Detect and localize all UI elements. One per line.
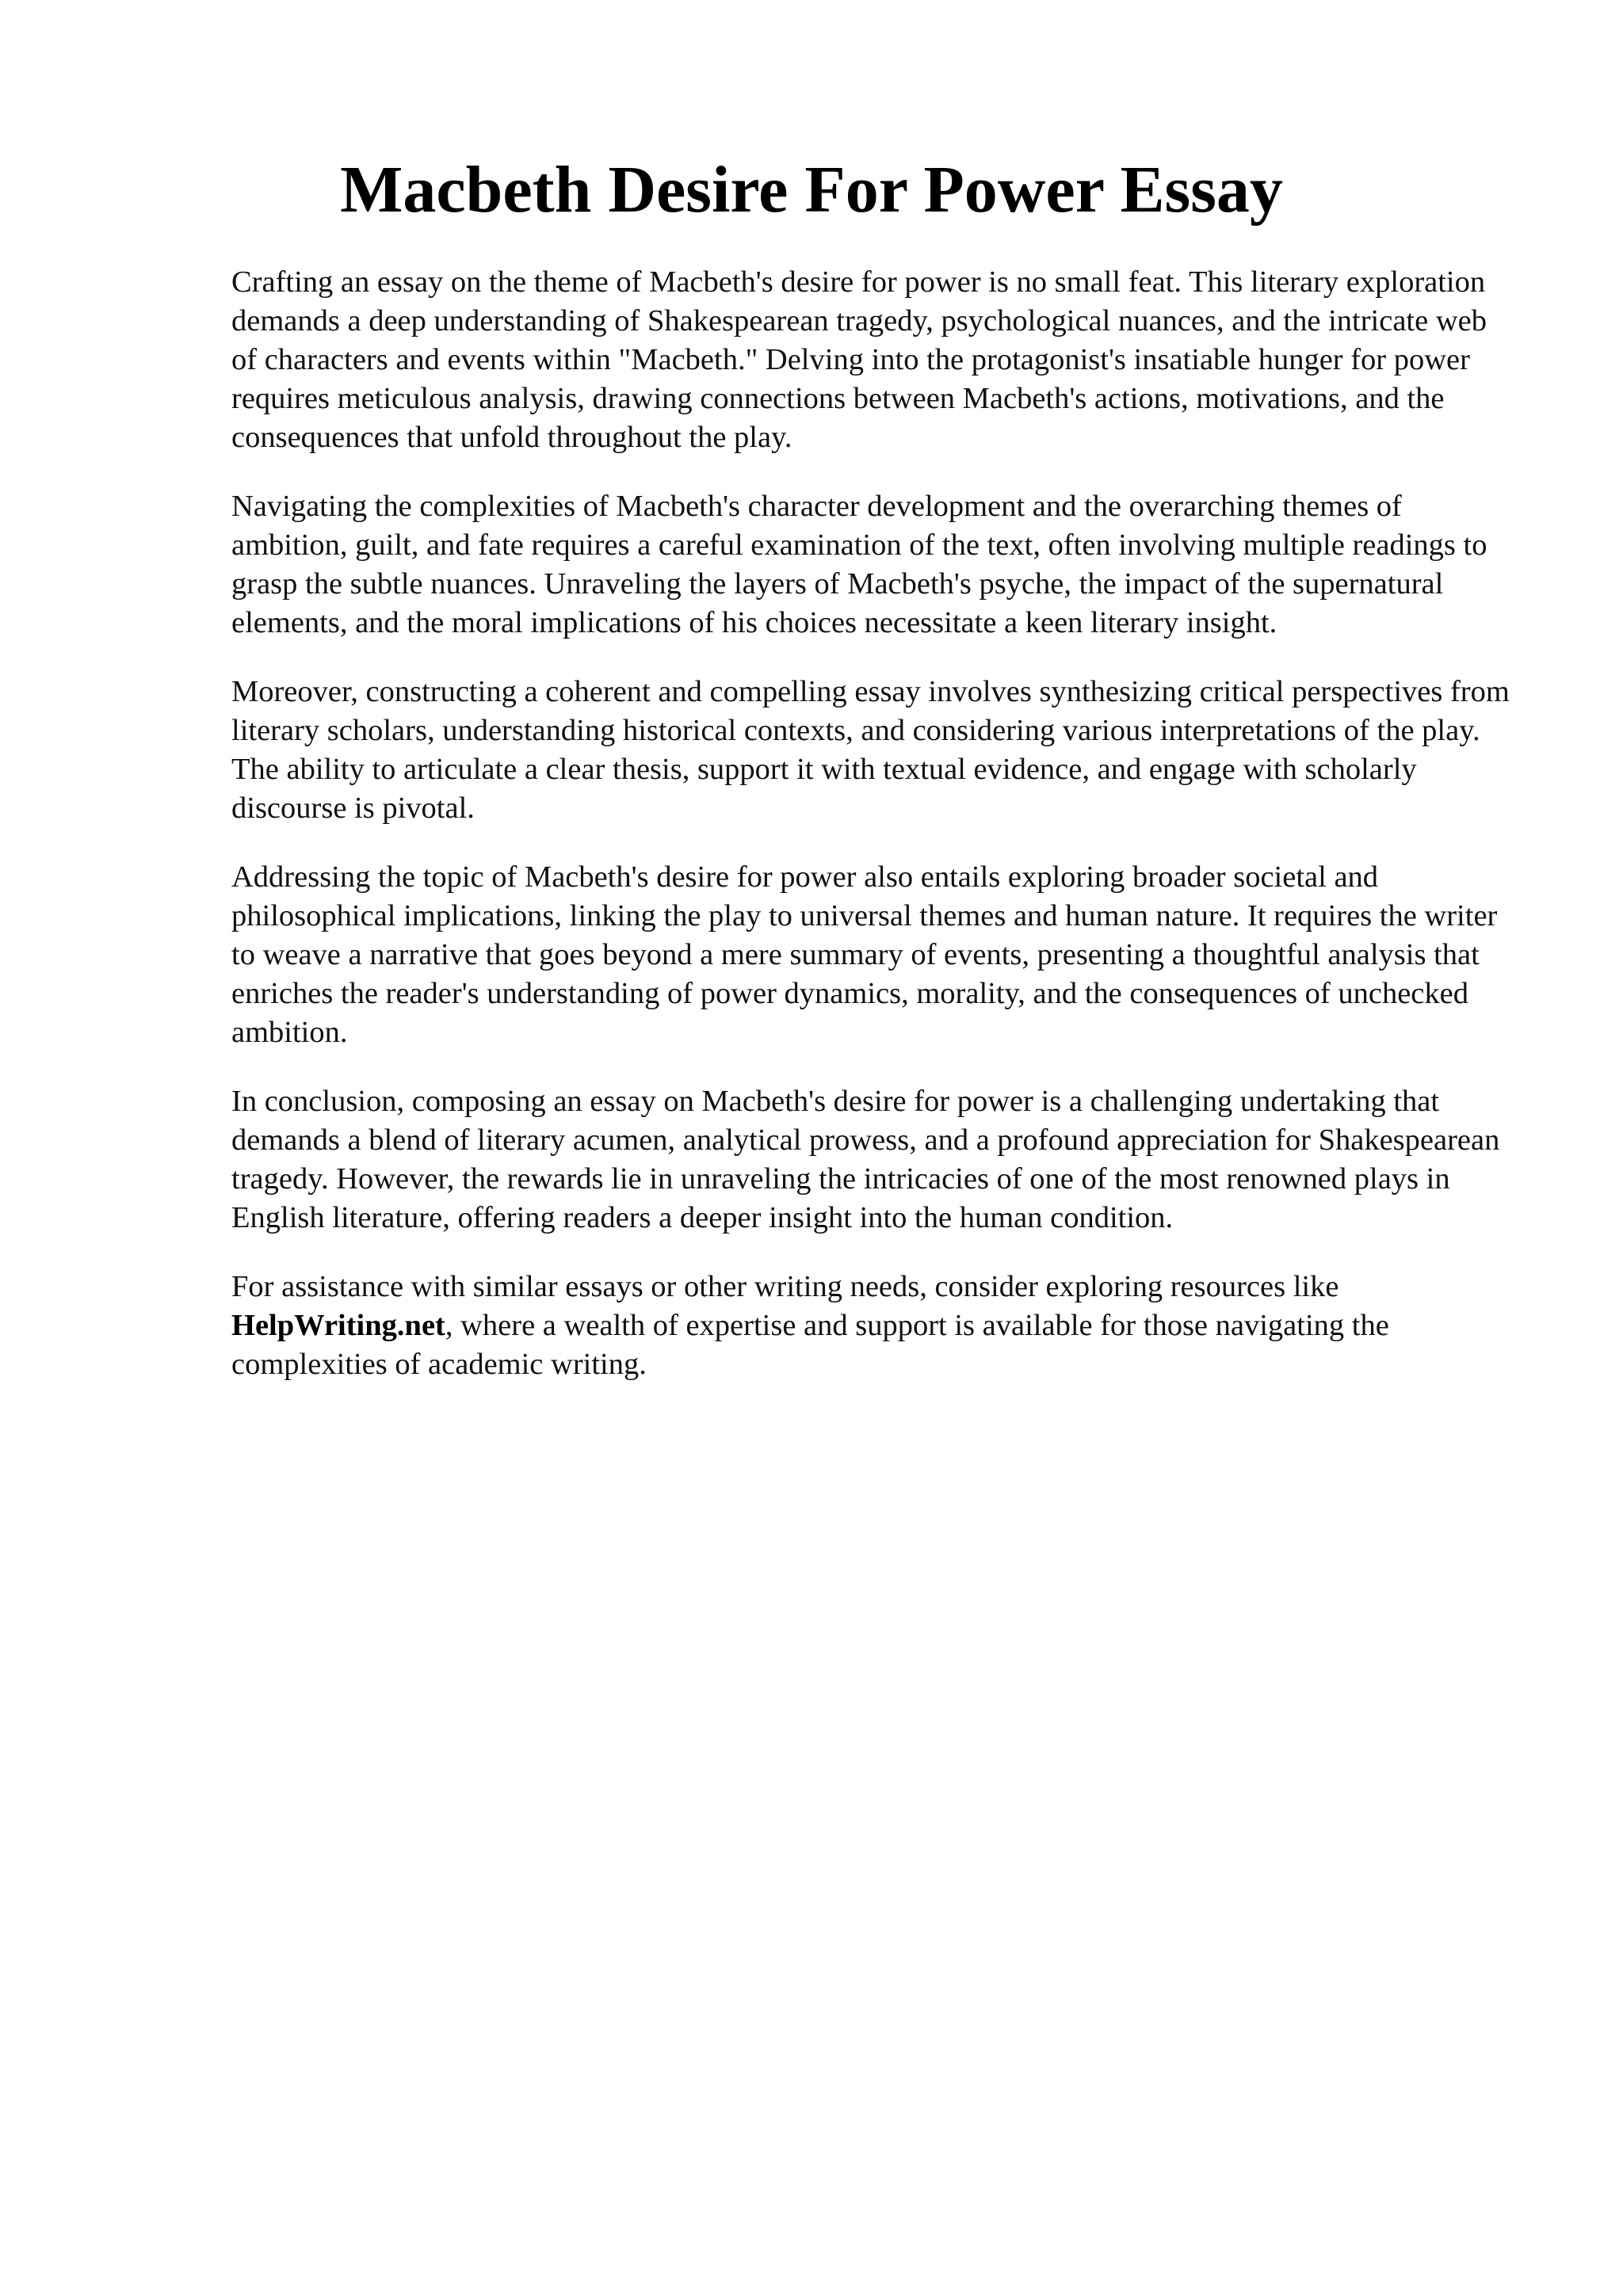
paragraph-6-outro: , where a wealth of expertise and support is available for those navigating the complexities of academic writing. [231,1309,1389,1381]
paragraph-5: In conclusion, composing an essay on Macbeth's desire for power is a challenging undertaking that demands a blend of literary acumen, analytical prowess, and a profound appreciation for Shakespearean tragedy. However, the rewards lie in unraveling the intricacies of one of the most renowned plays in English literature, offering readers a deeper insight into the human condition. [231,1085,1500,1234]
paragraph-2: Navigating the complexities of Macbeth's character development and the overarching themes of ambition, guilt, and fate requires a careful examination of the text, often involving multiple readings to grasp the subtle nuances. Unraveling the layers of Macbeth's psyche, the impact of the supernatural elements, and the moral implications of his choices necessitate a keen literary insight. [231,490,1487,639]
paragraph-3: Moreover, constructing a coherent and compelling essay involves synthesizing critical perspectives from literary scholars, understanding historical contexts, and considering various interpretations of the play. The ability to articulate a clear thesis, support it with textual evidence, and engage with scholarly discourse is pivotal. [231,675,1510,825]
document-title: Macbeth Desire For Power Essay [340,153,1283,227]
paragraph-4: Addressing the topic of Macbeth's desire for power also entails exploring broader societal and philosophical implications, linking the play to universal themes and human nature. It requires the writer to weave a narrative that goes beyond a mere summary of events, presenting a thoughtful analysis that enriches the reader's understanding of power dynamics, morality, and the consequences of unchecked ambition. [231,860,1498,1049]
helpwriting-brand-text: HelpWriting.net [231,1309,445,1342]
document-body [231,263,1515,1414]
paragraph-6-intro: For assistance with similar essays or other writing needs, consider exploring resources like [231,1270,1339,1303]
paragraph-1: Crafting an essay on the theme of Macbeth's desire for power is no small feat. This literary exploration demands a deep understanding of Shakespearean tragedy, psychological nuances, and the intricate web of characters and events within "Macbeth." Delving into the protagonist's insatiable hunger for power requires meticulous analysis, drawing connections between Macbeth's actions, motivations, and the consequences that unfold throughout the play. [231,265,1487,454]
paragraph-6 [231,1268,1515,1384]
